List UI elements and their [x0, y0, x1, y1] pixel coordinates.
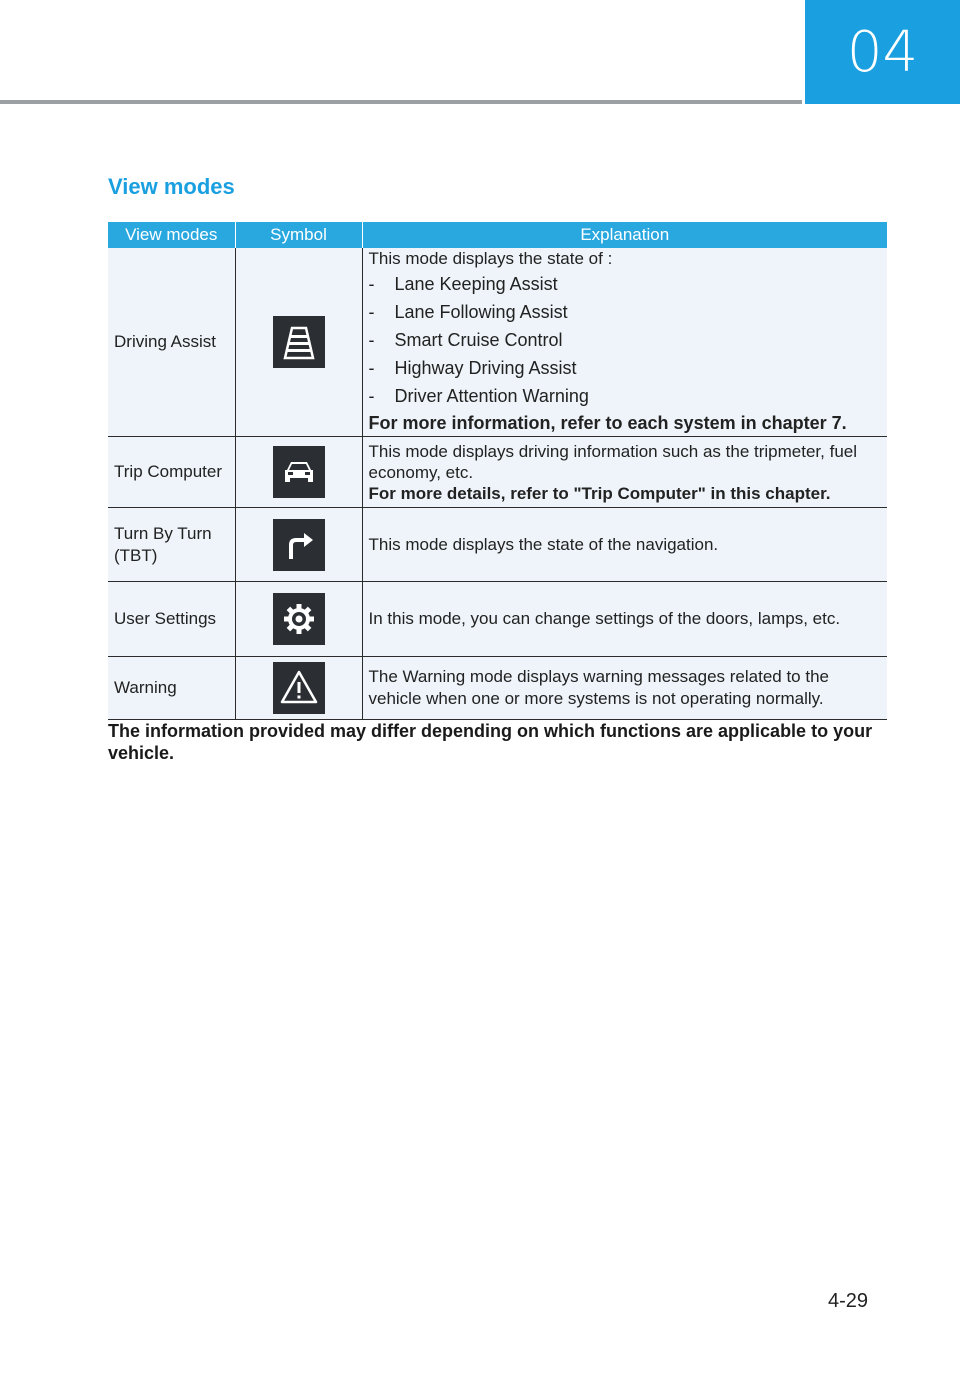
column-header-explanation: Explanation — [362, 222, 887, 248]
turn-right-arrow-icon — [273, 519, 325, 571]
mode-name: Warning — [108, 657, 235, 720]
symbol-cell — [235, 582, 362, 657]
symbol-cell — [235, 657, 362, 720]
explanation-text: This mode displays driving information such as the tripmeter, fuel economy, etc. — [368, 441, 858, 482]
system-list — [369, 270, 882, 410]
list-item: - Driver Attention Warning — [368, 386, 589, 406]
car-icon — [273, 446, 325, 498]
column-header-view-modes: View modes — [108, 222, 235, 248]
explanation-note: For more details, refer to "Trip Computer" in this chapter. — [368, 483, 831, 503]
symbol-cell — [235, 437, 362, 508]
warning-triangle-icon — [273, 662, 325, 714]
list-item: - Smart Cruise Control — [368, 330, 563, 350]
mode-name: User Settings — [108, 582, 235, 657]
mode-name: Driving Assist — [108, 248, 235, 437]
list-item: - Lane Keeping Assist — [368, 274, 558, 294]
explanation-cell — [362, 437, 887, 508]
table-row — [108, 508, 887, 582]
table-row — [108, 657, 887, 720]
page-number: 4-29 — [828, 1290, 869, 1312]
symbol-cell — [235, 508, 362, 582]
explanation-cell: The Warning mode displays warning messages related to the vehicle when one or more systems is not operating normally. — [362, 657, 887, 720]
header-rule — [0, 100, 802, 104]
lane-road-icon — [273, 316, 325, 368]
list-item: - Highway Driving Assist — [368, 358, 577, 378]
column-header-symbol: Symbol — [235, 222, 362, 248]
chapter-tab: 04 — [805, 0, 960, 104]
table-row — [108, 582, 887, 657]
mode-name: Turn By Turn (TBT) — [108, 508, 235, 582]
section-title: View modes — [108, 174, 235, 199]
list-item: - Lane Following Assist — [368, 302, 568, 322]
explanation-cell: In this mode, you can change settings of the doors, lamps, etc. — [362, 582, 887, 657]
table-header-row — [108, 222, 887, 248]
explanation-note: For more information, refer to each system in chapter 7. — [368, 413, 847, 433]
view-modes-table — [108, 222, 887, 720]
symbol-cell — [235, 248, 362, 437]
table-row — [108, 248, 887, 437]
explanation-cell — [362, 248, 887, 437]
explanation-cell: This mode displays the state of the navigation. — [362, 508, 887, 582]
gear-icon — [273, 593, 325, 645]
footnote: The information provided may differ depending on which functions are applicable to your vehicle. — [108, 721, 873, 763]
table-row — [108, 437, 887, 508]
explanation-intro: This mode displays the state of : — [368, 249, 613, 268]
mode-name: Trip Computer — [108, 437, 235, 508]
